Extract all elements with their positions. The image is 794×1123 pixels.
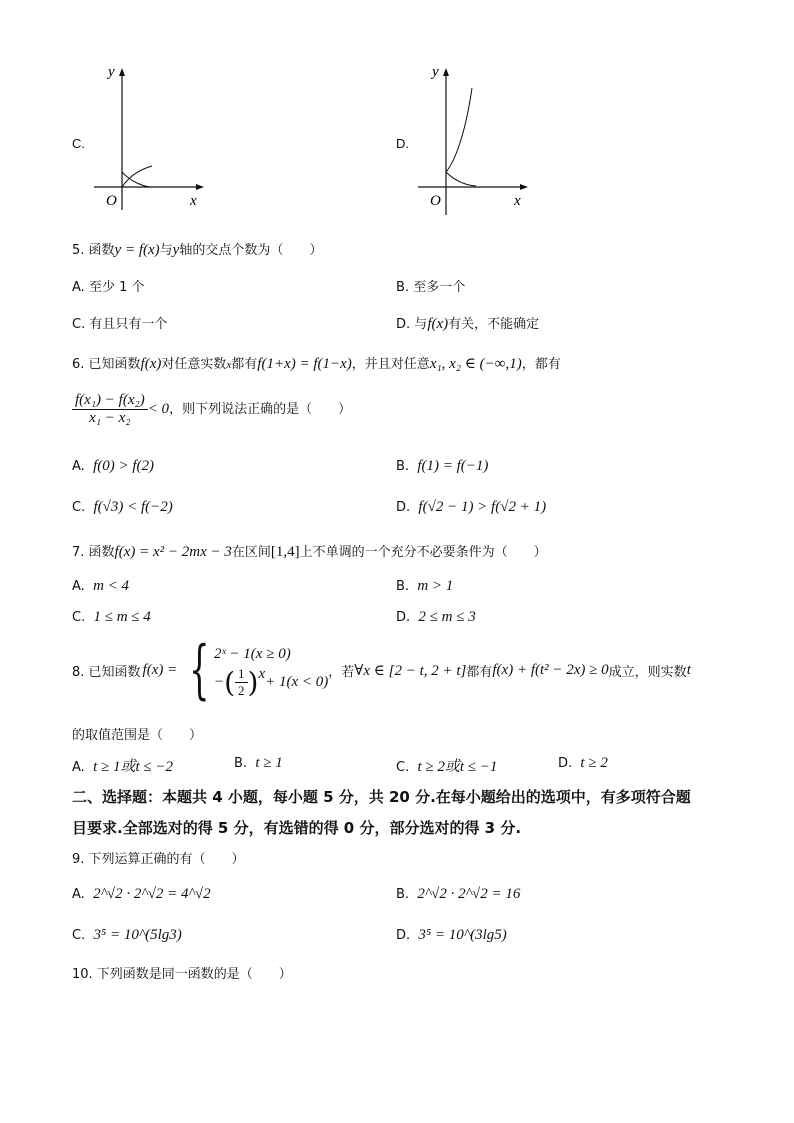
y-axis-arrow xyxy=(119,68,125,76)
q8-option-a: A. t ≥ 1或t ≤ −2 xyxy=(72,759,173,775)
graph-c xyxy=(88,60,208,220)
q5-option-c: C. 有且只有一个 xyxy=(72,317,168,332)
section-2-heading-line-2: 目要求.全部选对的得 5 分，有选错的得 0 分，部分选对的得 3 分. xyxy=(72,819,522,837)
x-axis-arrow xyxy=(196,184,204,190)
q5-mid: 与 xyxy=(159,243,173,258)
q7-option-b: B. m > 1 xyxy=(396,578,454,594)
q6-option-c: C. f(√3) < f(−2) xyxy=(72,499,173,515)
question-7-stem: 7. 函数f(x) = x² − 2mx − 3在区间[1,4]上不单调的一个充分不必要条件为（ ） xyxy=(72,544,547,560)
q8-option-d: D. t ≥ 2 xyxy=(558,755,608,771)
x-axis-label: x xyxy=(514,193,521,209)
curve-increasing xyxy=(446,88,472,172)
y-axis-arrow xyxy=(443,68,449,76)
q9-option-c: C. 3⁵ = 10^(5lg3) xyxy=(72,927,182,943)
curve-decreasing xyxy=(122,172,150,187)
q8-option-b: B. t ≥ 1 xyxy=(234,755,283,771)
section-2-heading-line-1: 二、选择题：本题共 4 小题，每小题 5 分，共 20 分.在每小题给出的选项中，有多项符合题 xyxy=(72,788,691,806)
option-c-label: C. xyxy=(72,136,85,151)
q8-option-c: C. t ≥ 2或t ≤ −1 xyxy=(396,759,498,775)
option-d-label: D. xyxy=(396,136,409,151)
q5-prefix: 5. 函数 xyxy=(72,243,115,258)
q7-option-d: D. 2 ≤ m ≤ 3 xyxy=(396,609,476,625)
q5-option-b: B. 至多一个 xyxy=(396,280,466,295)
x-axis-arrow xyxy=(520,184,528,190)
piecewise-case-2: − ( $\frac{1}{2}$ ) x + 1(x < 0) xyxy=(213,665,329,699)
piecewise-brace: { xyxy=(189,633,210,707)
q6-option-a: A. f(0) > f(2) xyxy=(72,458,154,474)
q7-option-a: A. m < 4 xyxy=(72,578,130,594)
q7-option-c: C. 1 ≤ m ≤ 4 xyxy=(72,609,151,625)
question-6-stem: 6. 已知函数f(x)对任意实数x都有f(1+x) = f(1−x)，并且对任意x₁, x₂ ∈ (−∞,1)，都有 xyxy=(72,356,561,372)
origin-label: O xyxy=(106,193,117,209)
question-5-stem xyxy=(72,239,322,259)
q5-yvar: y xyxy=(172,242,180,258)
origin-label: O xyxy=(430,193,441,209)
question-8-line2: 的取值范围是（ ） xyxy=(72,728,203,743)
q9-option-a: A. 2^√2 · 2^√2 = 4^√2 xyxy=(72,886,211,902)
y-axis-label: y xyxy=(108,64,115,80)
q5-option-d: D. 与f(x)有关，不能确定 xyxy=(396,316,540,332)
q9-option-b: B. 2^√2 · 2^√2 = 16 xyxy=(396,886,521,902)
q6-option-d: D. f(√2 − 1) > f(√2 + 1) xyxy=(396,499,547,515)
q6-fraction: $\frac{\text{f(x₁) − f(x₂)}}{\text{x₁ − x₂}}$ xyxy=(72,392,148,427)
question-8-stem: 8. 已知函数 f(x) = { 2ˣ − 1(x ≥ 0) − ( $\frac{1}{2}$ ) x + 1(x < 0) ，若 ∀x ∈ [2 − t, 2 + t] 都有 f(x) + f(t² − 2x) ≥ 0 成立，则实数 t xyxy=(72,633,691,707)
q5-option-a: A. 至少 1 个 xyxy=(72,280,145,295)
question-6-condition: $\frac{\text{f(x₁) − f(x₂)}}{\text{x₁ − x₂}}$ < 0，则下列说法正确的是（ ） xyxy=(72,392,351,427)
piecewise-case-1: 2ˣ − 1(x ≥ 0) xyxy=(213,645,291,662)
question-9-stem: 9. 下列运算正确的有（ ） xyxy=(72,852,245,867)
q5-suffix: 轴的交点个数为（ ） xyxy=(179,243,323,258)
question-10-stem: 10. 下列函数是同一函数的是（ ） xyxy=(72,967,292,982)
x-axis-label: x xyxy=(190,193,197,209)
q5-expr: y = f(x) xyxy=(114,242,160,258)
q6-option-b: B. f(1) = f(−1) xyxy=(396,458,489,474)
y-axis-label: y xyxy=(432,64,439,80)
q9-option-d: D. 3⁵ = 10^(3lg5) xyxy=(396,927,507,943)
graph-d xyxy=(412,60,532,220)
curve-decreasing xyxy=(446,172,476,186)
